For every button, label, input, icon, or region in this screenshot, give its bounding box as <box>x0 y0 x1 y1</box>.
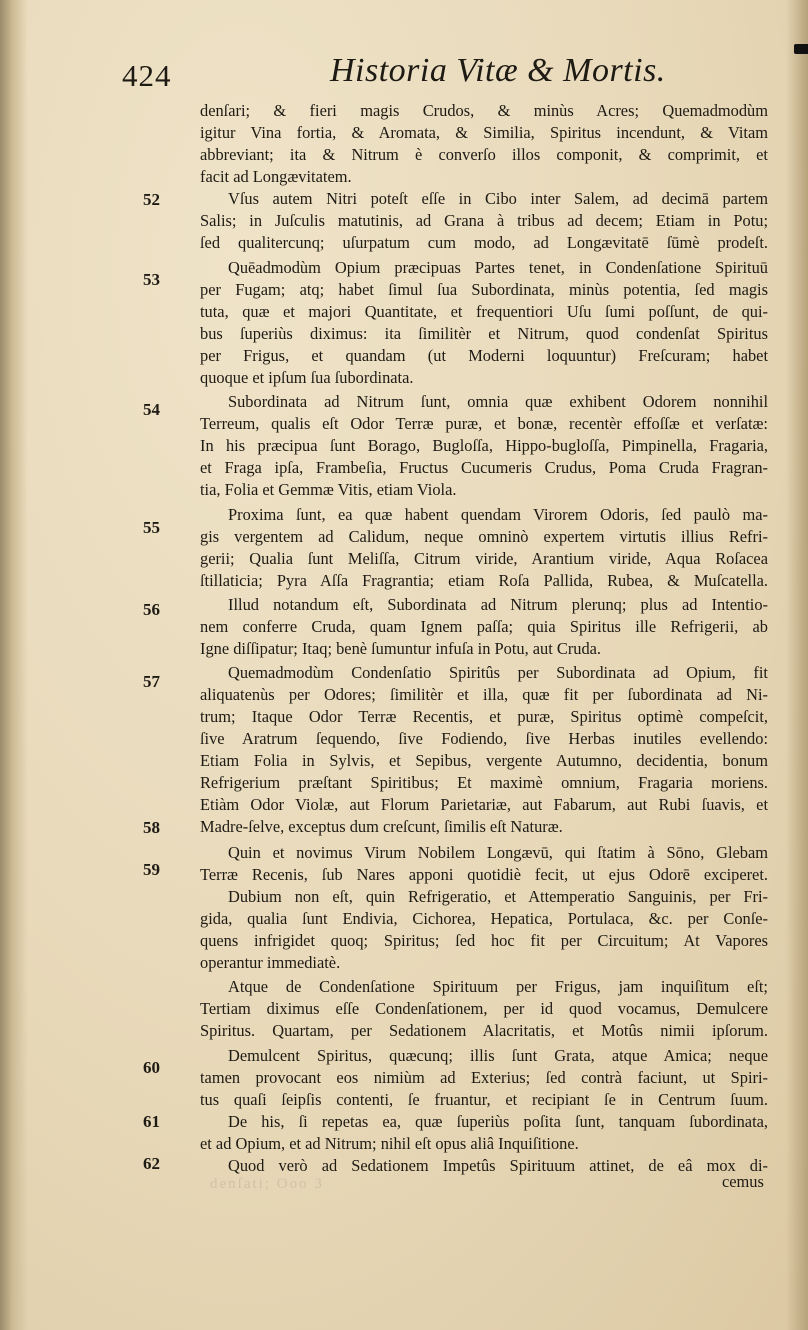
text-line: Demulcent Spiritus, quæcunq; illis ſunt Grata, atque Amica; neque <box>228 1046 768 1065</box>
margin-number: 52 <box>143 190 160 209</box>
text-line: Dubium non eſt, quin Refrigeratio, et Attemperatio Sanguinis, per Fri- <box>228 887 768 906</box>
text-line: gis vergentem ad Calidum, neque omninò expertem virtutis illius Refri- <box>200 527 768 546</box>
text-line: gida, qualia ſunt Endivia, Cichorea, Hepatica, Portulaca, &c. per Conſe- <box>200 909 768 928</box>
text-line: In his præcipua ſunt Borago, Bugloſſa, Hippo-bugloſſa, Pimpinella, Fragaria, <box>200 436 768 455</box>
text-line: Atque de Condenſatione Spirituum per Frigus, jam inquiſitum eſt; <box>228 977 768 996</box>
text-line: abbreviant; ita & Nitrum è converſo illos componit, & comprimit, et <box>200 145 768 164</box>
text-line: et ad Opium, et ad Nitrum; nihil eſt opus aliâ Inquiſitione. <box>200 1134 579 1153</box>
text-line: gerii; Qualia ſunt Meliſſa, Citrum viride, Arantium viride, Aqua Roſacea <box>200 549 768 568</box>
margin-number: 61 <box>143 1112 160 1131</box>
text-line: Etiàm Odor Violæ, aut Florum Parietariæ, aut Fabarum, aut Rubi ſuavis, et <box>200 795 768 814</box>
page-gutter-shadow <box>0 0 28 1330</box>
text-line: per Frigus, et quandam (ut Moderni loquuntur) Freſcuram; habet <box>200 346 768 365</box>
text-line: trum; Itaque Odor Terræ Recentis, et puræ, Spiritus optimè compeſcit, <box>200 707 768 726</box>
running-title: Historia Vitæ & Mortis. <box>330 52 666 89</box>
text-line: igitur Vina fortia, & Aromata, & Similia, Spiritus incendunt, & Vitam <box>200 123 768 142</box>
text-line: Vſus autem Nitri poteſt eſſe in Cibo inter Salem, ad decimā partem <box>228 189 768 208</box>
text-line: facit ad Longævitatem. <box>200 167 352 186</box>
margin-number: 57 <box>143 672 160 691</box>
text-line: Illud notandum eſt, Subordinata ad Nitrum plerunq; plus ad Intentio- <box>228 595 768 614</box>
text-line: Spiritus. Quartam, per Sedationem Alacritatis, et Motûs nimii ipſorum. <box>200 1021 768 1040</box>
text-line: aliquatenùs per Odores; ſimilitèr et illa, quæ fit per ſubordinata ad Ni- <box>200 685 768 704</box>
text-line: De his, ſi repetas ea, quæ ſuperiùs poſita ſunt, tanquam ſubordinata, <box>228 1112 768 1131</box>
text-line: et Fraga ipſa, Frambeſia, Fructus Cucumeris Crudus, Poma Cruda Fragran- <box>200 458 768 477</box>
page-number: 424 <box>122 58 172 93</box>
bleed-through-text: denſati; Ooo 3 <box>210 1176 324 1192</box>
text-line: per Fugam; atq; habet ſimul ſua Subordinata, minùs potentia, ſed magis <box>200 280 768 299</box>
text-line: tus quaſi ſeipſis contenti, ſe fruantur, et recipiant ſe in Centrum ſuum. <box>200 1090 768 1109</box>
margin-number: 54 <box>143 400 160 419</box>
text-line: Madre-ſelve, exceptus dum creſcunt, ſimilis eſt Naturæ. <box>200 817 563 836</box>
text-line: Terreum, qualis eſt Odor Terræ puræ, et bonæ, recentèr effoſſæ et verſatæ: <box>200 414 768 433</box>
margin-number: 56 <box>143 600 160 619</box>
margin-number: 58 <box>143 818 160 837</box>
text-line: Quēadmodùm Opium præcipuas Partes tenet, in Condenſatione Spirituū <box>228 258 768 277</box>
text-line: Quemadmodùm Condenſatio Spiritûs per Subordinata ad Opium, fit <box>228 663 768 682</box>
text-line: Terræ Recenis, ſub Nares apponi quotidiè fecit, ut ejus Odorē exciperet. <box>200 865 768 884</box>
catchword: cemus <box>722 1172 764 1191</box>
text-line: ſed qualitercunq; uſurpatum cum modo, ad Longævitatē ſūmè prodeſt. <box>200 233 768 252</box>
text-line: tia, Folia et Gemmæ Vitis, etiam Viola. <box>200 480 457 499</box>
text-line: nem conferre Cruda, quam Ignem paſſa; quia Spiritus ille Refrigerii, ab <box>200 617 768 636</box>
text-line: tamen provocant eos nimiùm ad Exterius; ſed contrà faciunt, ut Spiri- <box>200 1068 768 1087</box>
page-edge-mark <box>794 44 808 54</box>
text-line: denſari; & fieri magis Crudos, & minùs Acres; Quemadmodùm <box>200 101 768 120</box>
text-line: tuta, quæ et majori Quantitate, et frequentiori Uſu ſumi poſſunt, de qui- <box>200 302 768 321</box>
text-line: Igne diſſipatur; Itaq; benè ſumuntur infuſa in Potu, aut Cruda. <box>200 639 602 658</box>
text-line: Quod verò ad Sedationem Impetûs Spirituum attinet, de eâ mox di- <box>228 1156 768 1175</box>
text-line: ſive Aratrum ſequendo, ſive Fodiendo, ſive Herbas inutiles evellendo: <box>200 729 768 748</box>
text-line: Tertiam diximus eſſe Condenſationem, per id quod vocamus, Demulcere <box>200 999 768 1018</box>
text-line: operantur immediatè. <box>200 953 341 972</box>
margin-number: 55 <box>143 518 160 537</box>
margin-number: 59 <box>143 860 160 879</box>
page-edge-shadow <box>786 0 808 1330</box>
text-line: quens infrigidet quoq; Spiritus; ſed hoc fit per Circuitum; At Vapores <box>200 931 768 950</box>
text-line: Refrigerium præſtant Spiritibus; Et maximè omnium, Fragaria moriens. <box>200 773 768 792</box>
margin-number: 60 <box>143 1058 160 1077</box>
text-line: Salis; in Juſculis matutinis, ad Grana à tribus ad decem; Etiam in Potu; <box>200 211 768 230</box>
text-line: Subordinata ad Nitrum ſunt, omnia quæ exhibent Odorem nonnihil <box>228 392 768 411</box>
text-line: ſtillaticia; Pyra Aſſa Fragrantia; etiam Roſa Pallida, Rubea, & Muſcatella. <box>200 571 768 590</box>
text-line: Etiam Folia in Sylvis, et Sepibus, vergente Autumno, decidentia, bonum <box>200 751 768 770</box>
text-line: Quin et novimus Virum Nobilem Longævū, qui ſtatim à Sōno, Glebam <box>228 843 768 862</box>
margin-number: 62 <box>143 1154 160 1173</box>
margin-number: 53 <box>143 270 160 289</box>
text-line: bus ſuperiùs diximus: ita ſimilitèr et Nitrum, quod condenſat Spiritus <box>200 324 768 343</box>
text-line: Proxima ſunt, ea quæ habent quendam Virorem Odoris, ſed paulò ma- <box>228 505 768 524</box>
text-line: quoque et ipſum ſua ſubordinata. <box>200 368 414 387</box>
